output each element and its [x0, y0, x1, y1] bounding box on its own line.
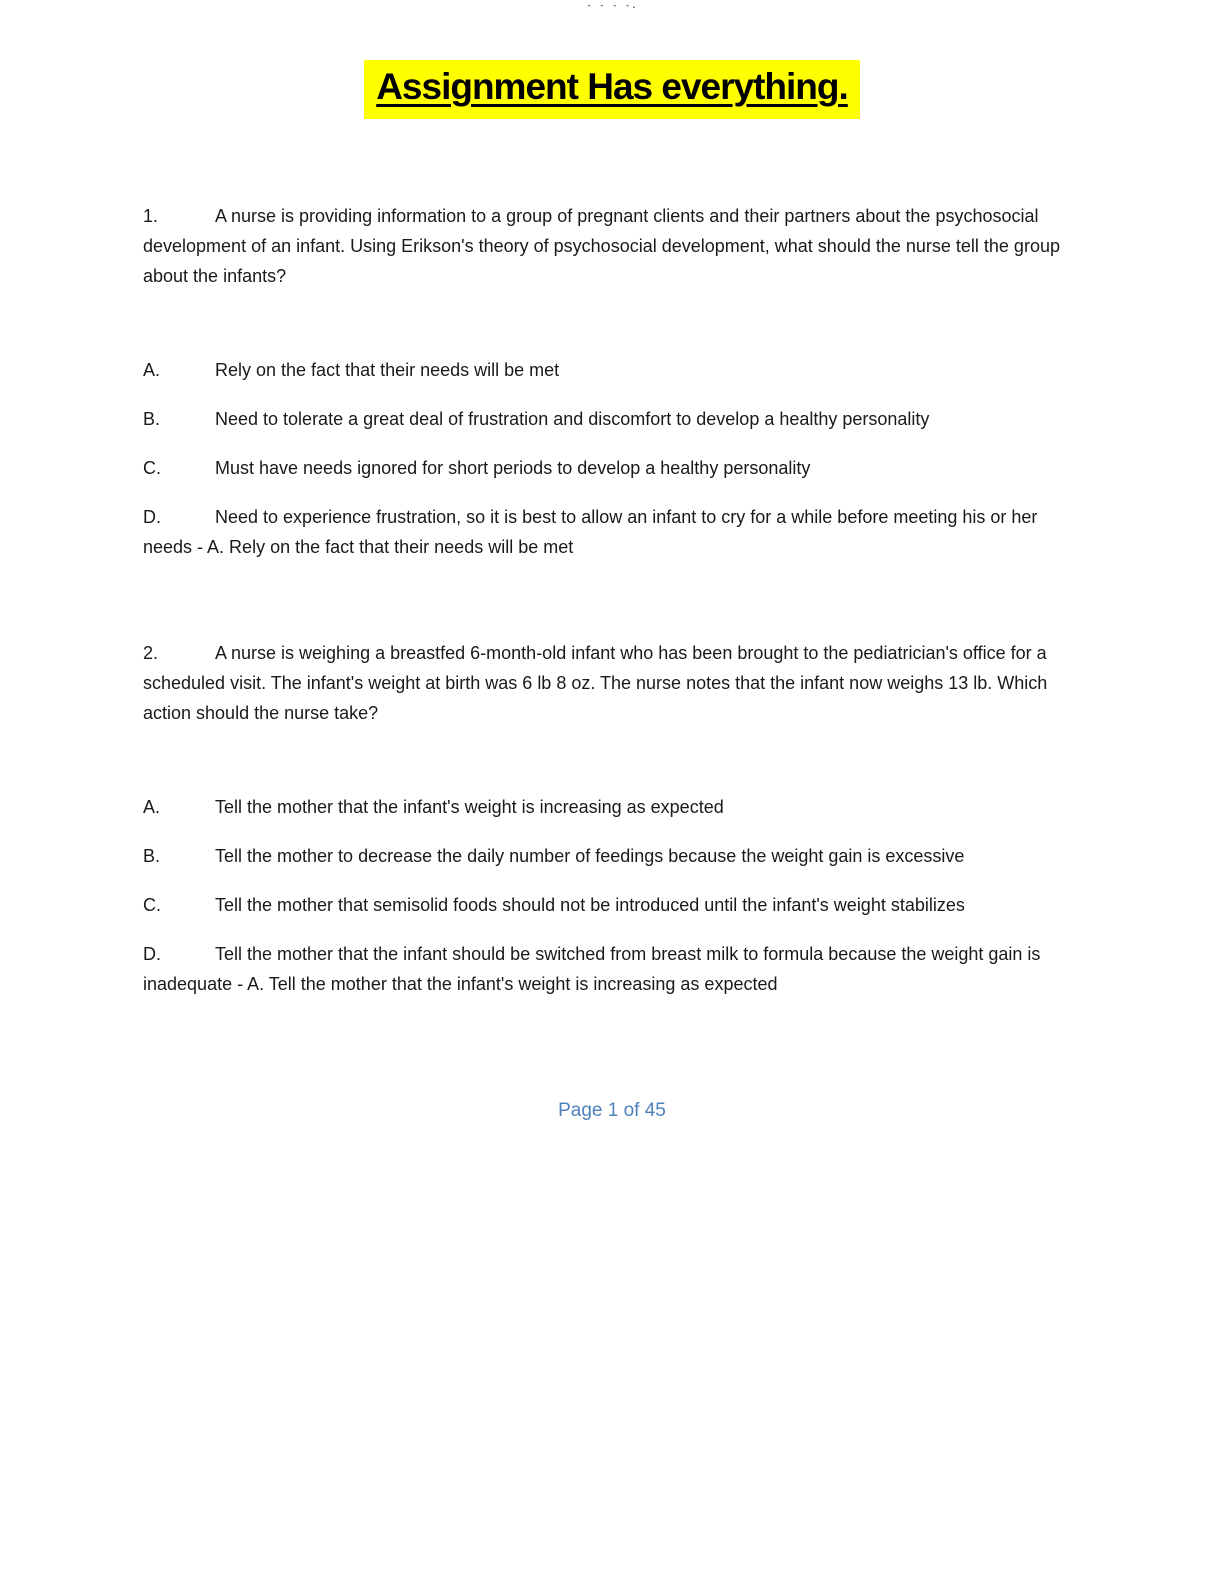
option-text: Tell the mother that the infant's weight is increasing as expected	[215, 797, 724, 817]
question-1-number: 1.	[143, 206, 159, 226]
question-1-body: A nurse is providing information to a group of pregnant clients and their partners about the psychosocial development of an infant. Using Erikson's theory of psychosocial development, what should the nurse tell the group about the infants?	[143, 206, 1060, 286]
option-text: Tell the mother that semisolid foods should not be introduced until the infant's weight stabilizes	[215, 895, 965, 915]
document-body	[143, 201, 1080, 999]
question-2-option-c	[143, 890, 1080, 920]
question-block-1	[143, 201, 1080, 562]
question-1-option-d	[143, 502, 1080, 562]
option-letter: B.	[143, 409, 161, 429]
question-2-option-d	[143, 939, 1080, 999]
question-2-option-b	[143, 841, 1080, 871]
question-1-option-a	[143, 355, 1080, 385]
option-letter: C.	[143, 895, 161, 915]
option-letter: A.	[143, 360, 161, 380]
question-1-option-c	[143, 453, 1080, 483]
question-2-option-a	[143, 792, 1080, 822]
option-text: Must have needs ignored for short periods to develop a healthy personality	[215, 458, 811, 478]
page-number-footer: Page 1 of 45	[558, 1100, 666, 1121]
option-text: Rely on the fact that their needs will be met	[215, 360, 560, 380]
question-2-text	[143, 638, 1080, 728]
option-letter: D.	[143, 507, 161, 527]
option-text: Need to experience frustration, so it is best to allow an infant to cry for a while before meeting his or her needs - A. Rely on the fact that their needs will be met	[143, 507, 1038, 557]
question-2-body: A nurse is weighing a breastfed 6-month-old infant who has been brought to the pediatrician's office for a scheduled visit. The infant's weight at birth was 6 lb 8 oz. The nurse notes that the infant now weighs 13 lb. Which action should the nurse take?	[143, 643, 1048, 723]
option-letter: A.	[143, 797, 161, 817]
option-text: Tell the mother to decrease the daily number of feedings because the weight gain is excessive	[215, 846, 965, 866]
option-text: Tell the mother that the infant should be switched from breast milk to formula because the weight gain is inadequate - A. Tell the mother that the infant's weight is increasing as expected	[143, 944, 1041, 994]
question-1-text	[143, 201, 1080, 291]
question-2-number: 2.	[143, 643, 159, 663]
page-top-mark: - - - -.	[586, 1, 638, 11]
option-letter: B.	[143, 846, 161, 866]
option-letter: D.	[143, 944, 161, 964]
title-row	[0, 0, 1224, 119]
question-1-option-b	[143, 404, 1080, 434]
question-block-2	[143, 638, 1080, 999]
option-letter: C.	[143, 458, 161, 478]
document-title: Assignment Has everything.	[364, 60, 860, 119]
option-text: Need to tolerate a great deal of frustration and discomfort to develop a healthy personality	[215, 409, 930, 429]
